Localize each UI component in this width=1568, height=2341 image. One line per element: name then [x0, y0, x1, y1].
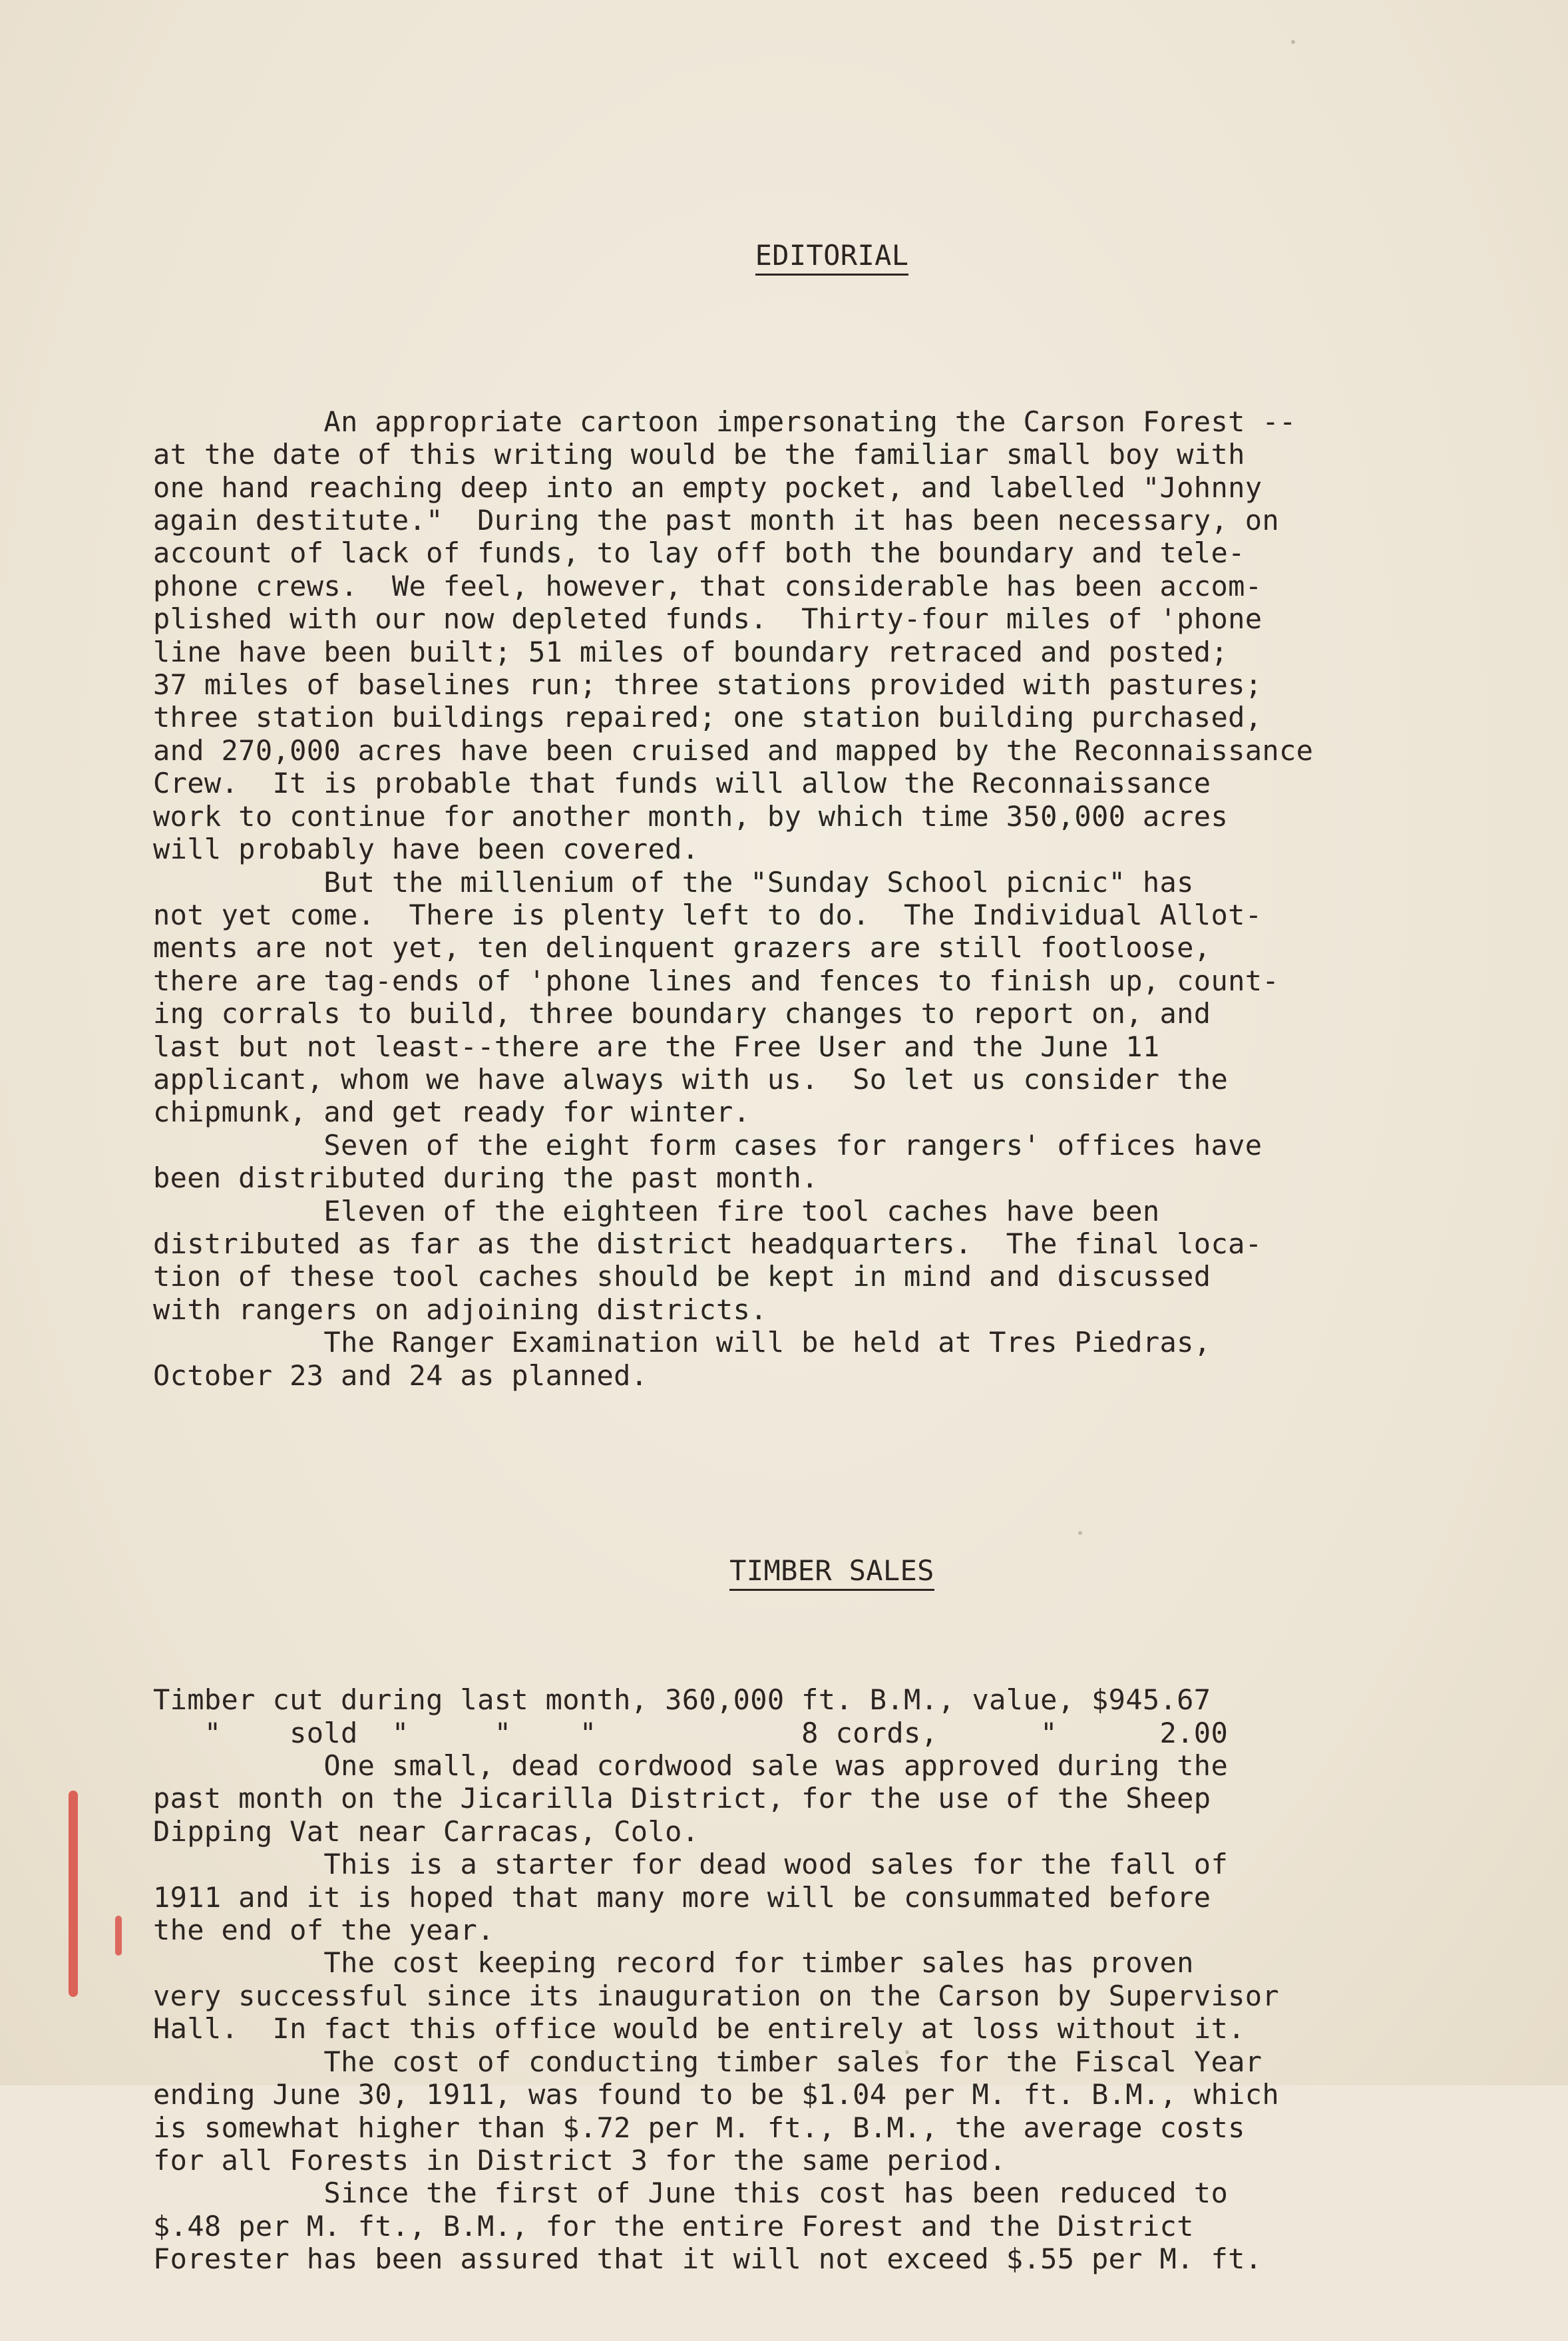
text-line: The Ranger Examination will be held at Tres Piedras, — [153, 1326, 1211, 1359]
text-line: last but not least--there are the Free User and the June 11 — [153, 1030, 1160, 1063]
text-line: Seven of the eight form cases for rangers' offices have — [153, 1128, 1263, 1162]
text-line: applicant, whom we have always with us. So let us consider the — [153, 1062, 1229, 1096]
text-line: three station buildings repaired; one station building purchased, — [153, 701, 1263, 734]
text-line: again destitute." During the past month it has been necessary, on — [153, 504, 1279, 537]
text-line: Hall. In fact this office would be entirely at loss without it. — [153, 2012, 1245, 2045]
text-line: been distributed during the past month. — [153, 1162, 819, 1195]
typed-text-body — [153, 120, 1511, 2341]
text-line: is somewhat higher than $.72 per M. ft., B.M., the average costs — [153, 2111, 1245, 2144]
text-line: with rangers on adjoining districts. — [153, 1293, 767, 1326]
text-line: $.48 per M. ft., B.M., for the entire Forest and the District — [153, 2209, 1194, 2242]
text-line: Forester has been assured that it will not exceed $.55 per M. ft. — [153, 2242, 1263, 2276]
text-line: 37 miles of baselines run; three stations provided with pastures; — [153, 668, 1263, 702]
text-line: ments are not yet, ten delinquent grazers are still footloose, — [153, 931, 1211, 964]
text-line: The cost keeping record for timber sales has proven — [153, 1946, 1194, 1980]
editorial-heading-text: EDITORIAL — [755, 240, 909, 276]
text-line: there are tag-ends of 'phone lines and fences to finish up, count- — [153, 964, 1279, 997]
text-line: An appropriate cartoon impersonating the Carson Forest -- — [153, 405, 1296, 438]
text-line: " sold " " " 8 cords, " 2.00 — [153, 1716, 1229, 1749]
editorial-heading — [153, 239, 1511, 276]
text-line: past month on the Jicarilla District, for the use of the Sheep — [153, 1782, 1211, 1815]
timber-sales-heading — [153, 1554, 1511, 1591]
text-line: This is a starter for dead wood sales for the fall of — [153, 1848, 1229, 1881]
text-line: not yet come. There is plenty left to do. The Individual Allot- — [153, 898, 1263, 931]
text-line: Dipping Vat near Carracas, Colo. — [153, 1814, 699, 1848]
text-line: at the date of this writing would be the familiar small boy with — [153, 438, 1245, 471]
text-line: 1911 and it is hoped that many more will be consummated before — [153, 1880, 1211, 1914]
text-line: very successful since its inauguration on the Carson by Supervisor — [153, 1979, 1279, 2012]
red-margin-mark — [115, 1916, 122, 1956]
text-line: Timber cut during last month, 360,000 ft. B.M., value, $945.67 — [153, 1683, 1211, 1717]
text-line: and 270,000 acres have been cruised and mapped by the Reconnaissance — [153, 734, 1314, 767]
text-line: plished with our now depleted funds. Thirty-four miles of 'phone — [153, 602, 1263, 636]
text-line: account of lack of funds, to lay off both the boundary and tele- — [153, 536, 1245, 570]
text-line: the end of the year. — [153, 1914, 494, 1947]
text-line: line have been built; 51 miles of boundary retraced and posted; — [153, 635, 1229, 668]
text-line: distributed as far as the district headquarters. The final loca- — [153, 1227, 1263, 1260]
text-line: October 23 and 24 as planned. — [153, 1359, 648, 1392]
text-line: ending June 30, 1911, was found to be $1.04 per M. ft. B.M., which — [153, 2078, 1279, 2111]
paper-speck — [1291, 40, 1295, 44]
text-line: tion of these tool caches should be kept in mind and discussed — [153, 1260, 1211, 1293]
text-line: for all Forests in District 3 for the same period. — [153, 2143, 1006, 2177]
text-line: Since the first of June this cost has been reduced to — [153, 2177, 1229, 2210]
text-line: But the millenium of the "Sunday School picnic" has — [153, 865, 1194, 899]
editorial-body — [153, 405, 1511, 1392]
timber-sales-body — [153, 1683, 1511, 2275]
text-line: work to continue for another month, by which time 350,000 acres — [153, 799, 1229, 833]
text-line: phone crews. We feel, however, that considerable has been accom- — [153, 569, 1263, 602]
red-margin-mark — [69, 1791, 78, 1997]
text-line: ing corrals to build, three boundary changes to report on, and — [153, 997, 1211, 1030]
text-line: will probably have been covered. — [153, 833, 699, 866]
text-line: Eleven of the eighteen fire tool caches have been — [153, 1194, 1160, 1227]
text-line: One small, dead cordwood sale was approved during the — [153, 1749, 1229, 1783]
text-line: Crew. It is probable that funds will allow the Reconnaissance — [153, 767, 1211, 800]
timber-sales-heading-text: TIMBER SALES — [729, 1556, 934, 1591]
text-line: one hand reaching deep into an empty pocket, and labelled "Johnny — [153, 471, 1263, 504]
text-line: chipmunk, and get ready for winter. — [153, 1096, 751, 1129]
text-line: The cost of conducting timber sales for the Fiscal Year — [153, 2045, 1263, 2078]
